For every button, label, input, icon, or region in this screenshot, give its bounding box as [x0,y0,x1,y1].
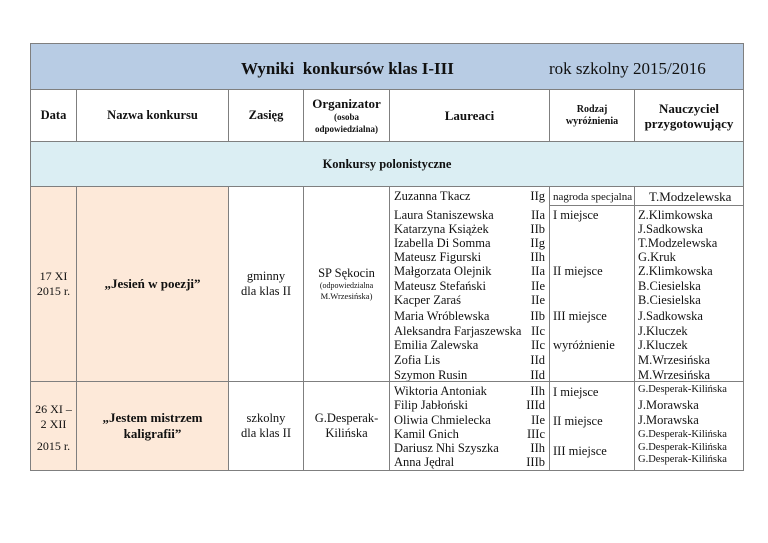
laureate-class: IIe [531,413,545,427]
contest1-awards [549,186,635,382]
teacher-name: J.Sadkowska [638,222,703,236]
laureate-class: IIh [530,384,545,398]
laureate-name: Mateusz Stefański [394,279,486,293]
header-rodzaj-line1: Rodzaj [576,103,608,115]
contest1-organizer-name: SP Sękocin [318,266,375,280]
award-label: wyróżnienie [553,338,615,352]
laureate-class: IIc [531,338,545,352]
teacher-name: J.Kluczek [638,324,688,338]
header-nauczyciel-line1: Nauczyciel [659,100,719,116]
teacher-name: Z.Klimkowska [638,208,713,222]
teacher-name: J.Kluczek [638,338,688,352]
teacher-name: T.Modzelewska [638,236,718,250]
laureate-class: IIb [530,222,545,236]
laureate-name: Mateusz Figurski [394,250,482,264]
header-zasieg-label: Zasięg [248,108,284,122]
header-organizator-note2: odpowiedzialna) [314,124,378,134]
header-data-label: Data [40,108,67,122]
award-label: II miejsce [553,264,603,278]
contest2-scope-line1: szkolny [246,411,286,425]
title-row [30,43,744,90]
header-data [30,89,77,142]
section-title: Konkursy polonistyczne [322,156,452,171]
laureate-name: Filip Jabłoński [394,398,468,412]
header-nauczyciel-line2: przygotowujący [644,115,734,131]
teacher-name: G.Desperak-Kilińska [638,429,727,440]
header-laureaci [389,89,550,142]
laureate-name: Zofia Lis [394,353,441,367]
contest2-name-line1: „Jestem mistrzem [102,410,203,425]
header-nauczyciel [634,89,744,142]
laureate-class: IIIc [526,427,545,441]
laureate-name: Oliwia Chmielecka [394,413,491,427]
teacher-name: J.Morawska [638,413,699,427]
teacher-name: B.Ciesielska [638,293,701,307]
contest2-organizer-line2: Kilińska [325,426,368,440]
contest2-organizer [303,381,390,471]
laureate-name: Anna Jędral [394,455,455,469]
laureate-class: IIa [531,264,545,278]
laureate-name: Maria Wróblewska [394,309,490,323]
header-rodzaj [549,89,635,142]
teacher-name: J.Sadkowska [638,309,703,323]
teacher-name: G.Desperak-Kilińska [638,454,727,465]
award-label: I miejsce [553,208,599,222]
contest2-organizer-line1: G.Desperak- [314,411,379,425]
laureate-class: IIg [530,236,545,250]
teacher-name: Z.Klimkowska [638,264,713,278]
contest2-scope-line2: dla klas II [241,426,291,440]
contest2-name-line2: kaligrafii” [123,426,182,441]
contest1-date-line2: 2015 r. [36,284,71,298]
teacher-name: M.Wrzesińska [638,353,711,367]
header-nazwa-label: Nazwa konkursu [107,108,198,122]
contest2-scope [228,381,304,471]
header-organizator-note1: (osoba [333,112,359,122]
laureate-name: Kacper Zaraś [394,293,461,307]
laureate-class: IIb [530,309,545,323]
laureate-class: IIe [531,293,545,307]
contest1-organizer-note2: M.Wrzesińska) [320,291,373,301]
teacher-name: T.Modzelewska [649,189,732,204]
contest1-teachers [634,186,744,382]
contest2-laureates [389,381,550,471]
contest1-scope-line1: gminny [246,269,286,283]
header-rodzaj-line2: wyróżnienia [565,115,619,127]
section-row [30,141,744,187]
contest1-scope-line2: dla klas II [241,284,291,298]
teacher-name: G.Desperak-Kilińska [638,442,727,453]
laureate-class: IIIb [526,455,545,469]
laureate-name: Emilia Zalewska [394,338,479,352]
contest2-name [76,381,229,471]
header-organizator-label: Organizator [312,96,381,111]
contest2-date-line1: 26 XI – [35,402,72,416]
award-label: III miejsce [553,444,607,458]
laureate-name: Wiktoria Antoniak [394,384,487,398]
contest1-scope [228,186,304,382]
laureate-name: Kamil Gnich [394,427,459,441]
header-zasieg [228,89,304,142]
laureate-name: Szymon Rusin [394,368,468,382]
award-label: II miejsce [553,414,603,428]
laureate-class: IIg [530,189,545,203]
laureate-class: IId [530,353,545,367]
header-organizator [303,89,390,142]
award-label: III miejsce [553,309,607,323]
contest1-date-line1: 17 XI [39,269,68,283]
contest1-name-text: „Jesień w poezji” [104,276,201,291]
laureate-name: Izabella Di Somma [394,236,491,250]
header-nazwa [76,89,229,142]
contest1-organizer [303,186,390,382]
laureate-class: IIId [526,398,545,412]
header-laureaci-label: Laureaci [444,107,495,123]
contest1-date [30,186,77,382]
contest1-laureates [389,186,550,382]
contest1-organizer-note1: (odpowiedzialna [319,281,374,290]
laureate-class: IIa [531,208,545,222]
laureate-name: Małgorzata Olejnik [394,264,492,278]
laureate-class: IIe [531,279,545,293]
laureate-class: IIh [530,250,545,264]
laureate-class: IIc [531,324,545,338]
results-document [30,43,744,471]
teacher-name: G.Desperak-Kilińska [638,384,727,395]
award-label: nagroda specjalna [553,191,633,203]
contest2-date [30,381,77,471]
laureate-name: Zuzanna Tkacz [394,189,471,203]
teacher-name: B.Ciesielska [638,279,701,293]
laureate-class: IIh [530,441,545,455]
laureate-class: IId [530,368,545,382]
contest1-name [76,186,229,382]
contest2-date-line3: 2015 r. [36,439,71,453]
laureate-name: Katarzyna Książek [394,222,489,236]
teacher-name: J.Morawska [638,398,699,412]
teacher-name: M.Wrzesińska [638,368,711,382]
award-label: I miejsce [553,385,599,399]
contest2-date-line2: 2 XII [40,417,67,431]
teacher-name: G.Kruk [638,250,676,264]
contest2-awards [549,381,635,471]
contest2-teachers [634,381,744,471]
laureate-name: Laura Staniszewska [394,208,494,222]
laureate-name: Dariusz Nhi Szyszka [394,441,499,455]
school-year: rok szkolny 2015/2016 [549,59,706,78]
document-title: Wyniki konkursów klas I-III [241,59,454,78]
laureate-name: Aleksandra Farjaszewska [394,324,522,338]
